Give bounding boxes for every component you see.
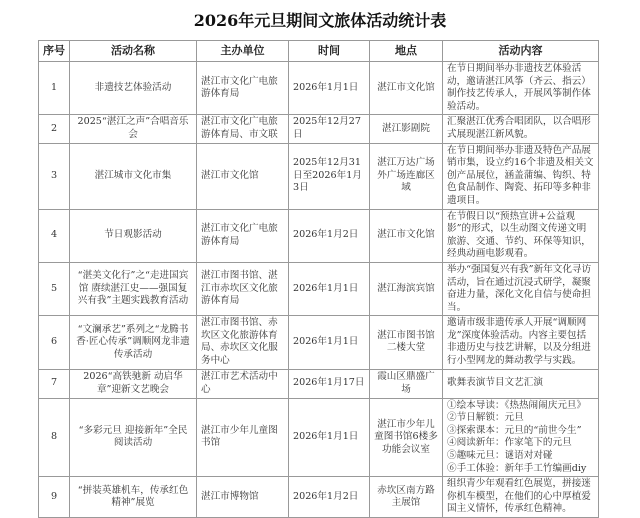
content-line: ④阅读新年：作家笔下的元旦 bbox=[447, 437, 572, 449]
activity-content: 在节假日以“预热宣讲+公益观影”的形式，以生动图文传递文明旅游、交通、节约、环保等知识，经典动画电影观看。 bbox=[443, 209, 599, 262]
content-line: ①绘本导读：《热热闹闹庆元旦》 bbox=[447, 399, 587, 411]
activity-content: 举办“强国复兴有我”新年文化寻访活动，旨在通过沉浸式研学，凝聚奋进力量，深化文化自信与使命担当。 bbox=[443, 262, 599, 315]
row-number: 2 bbox=[39, 115, 70, 143]
activity-place: 湛江市少年儿童图书馆6楼多功能会议室 bbox=[370, 398, 443, 477]
header-time: 时间 bbox=[289, 41, 370, 62]
header-org: 主办单位 bbox=[197, 41, 289, 62]
activity-name: “多彩元旦 迎接新年”全民阅读活动 bbox=[70, 398, 197, 477]
content-line: ②节日解锁：元旦 bbox=[447, 412, 524, 424]
activity-table bbox=[38, 40, 599, 518]
activity-time: 2025年12月27日 bbox=[289, 115, 370, 143]
row-number: 3 bbox=[39, 143, 70, 209]
table-row bbox=[39, 369, 599, 398]
organizer: 湛江市图书馆、赤坎区文化旅游体育局、赤坎区文化服务中心 bbox=[197, 316, 289, 369]
table-row bbox=[39, 143, 599, 209]
organizer: 湛江市文化广电旅游体育局 bbox=[197, 209, 289, 262]
header-no: 序号 bbox=[39, 41, 70, 62]
table-row bbox=[39, 477, 599, 518]
activity-content: 在节日期间举办非遗技艺体验活动，邀请湛江风筝（齐云、指云）制作技艺传承人，开展风筝制作体验活动。 bbox=[443, 62, 599, 115]
activity-content: 组织青少年观看红色展览，拼接迷你机车模型，在他们的心中厚植爱国主义情怀，传承红色精神。 bbox=[443, 477, 599, 518]
content-line: ⑤趣味元旦：谜语对对碰 bbox=[447, 450, 553, 462]
activity-place: 霞山区鼎盛广场 bbox=[370, 369, 443, 398]
activity-time: 2026年1月1日 bbox=[289, 262, 370, 315]
table-row bbox=[39, 62, 599, 115]
activity-place: 湛江影剧院 bbox=[370, 115, 443, 143]
activity-name: “湛美文化行”之“走进国宾馆 赓续湛江史——强国复兴有我”主题实践教育活动 bbox=[70, 262, 197, 315]
content-line: ③探索课本：元旦的“前世今生” bbox=[447, 424, 582, 436]
organizer: 湛江市博物馆 bbox=[197, 477, 289, 518]
activity-content: 歌舞表演节目文艺汇演 bbox=[443, 369, 599, 398]
activity-time: 2026年1月1日 bbox=[289, 62, 370, 115]
header-place: 地点 bbox=[370, 41, 443, 62]
activity-name: 非遗技艺体验活动 bbox=[70, 62, 197, 115]
activity-content: 在节日期间举办非遗及特色产品展销市集，设立约16个非遗及相关文创产品展位，涵盖蒲编、钩织、特色食品制作、陶瓷、拓印等多种非遗项目。 bbox=[443, 143, 599, 209]
activity-name: “拼装英雄机车，传承红色精神”展览 bbox=[70, 477, 197, 518]
header-name: 活动名称 bbox=[70, 41, 197, 62]
row-number: 4 bbox=[39, 209, 70, 262]
activity-place: 湛江市文化馆 bbox=[370, 62, 443, 115]
row-number: 1 bbox=[39, 62, 70, 115]
activity-place: 湛江万达广场外广场连廊区域 bbox=[370, 143, 443, 209]
activity-name: “文澜承艺”系列之“龙腾书香·匠心传承”调顺网龙非遗传承活动 bbox=[70, 316, 197, 369]
activity-content: 汇聚湛江优秀合唱团队，以合唱形式展现湛江新风貌。 bbox=[443, 115, 599, 143]
row-number: 6 bbox=[39, 316, 70, 369]
activity-time: 2026年1月1日 bbox=[289, 398, 370, 477]
table-row bbox=[39, 115, 599, 143]
activity-time: 2026年1月1日 bbox=[289, 316, 370, 369]
organizer: 湛江市文化广电旅游体育局、市文联 bbox=[197, 115, 289, 143]
row-number: 8 bbox=[39, 398, 70, 477]
row-number: 9 bbox=[39, 477, 70, 518]
activity-place: 湛江市文化馆 bbox=[370, 209, 443, 262]
activity-time: 2025年12月31日至2026年1月3日 bbox=[289, 143, 370, 209]
row-number: 5 bbox=[39, 262, 70, 315]
organizer: 湛江市艺术活动中心 bbox=[197, 369, 289, 398]
table-header-row bbox=[39, 41, 599, 62]
table-row bbox=[39, 209, 599, 262]
activity-name: 2026“高铁驰新 动启华章”迎新文艺晚会 bbox=[70, 369, 197, 398]
activity-time: 2026年1月17日 bbox=[289, 369, 370, 398]
organizer: 湛江市文化广电旅游体育局 bbox=[197, 62, 289, 115]
content-line: ⑥手工体验：新年手工竹编画diy bbox=[447, 462, 587, 474]
activity-content: 邀请市级非遗传承人开展“调顺网龙”深度体验活动。内容主要包括非遗历史与技艺讲解，以及分组进行小型网龙的舞动教学与实践。 bbox=[443, 316, 599, 369]
organizer: 湛江市文化馆 bbox=[197, 143, 289, 209]
row-number: 7 bbox=[39, 369, 70, 398]
table-row bbox=[39, 262, 599, 315]
organizer: 湛江市少年儿童图书馆 bbox=[197, 398, 289, 477]
activity-name: 2025“湛江之声”合唱音乐会 bbox=[70, 115, 197, 143]
activity-content bbox=[443, 398, 599, 477]
activity-time: 2026年1月2日 bbox=[289, 477, 370, 518]
organizer: 湛江市图书馆、湛江市赤坎区文化旅游体育局 bbox=[197, 262, 289, 315]
activity-place: 赤坎区南方路主展馆 bbox=[370, 477, 443, 518]
activity-place: 湛江市图书馆二楼大堂 bbox=[370, 316, 443, 369]
activity-name: 节日观影活动 bbox=[70, 209, 197, 262]
page-title: 2026年元旦期间文旅体活动统计表 bbox=[193, 11, 447, 30]
activity-name: 湛江城市文化市集 bbox=[70, 143, 197, 209]
activity-place: 湛江海滨宾馆 bbox=[370, 262, 443, 315]
table-row bbox=[39, 316, 599, 369]
activity-time: 2026年1月2日 bbox=[289, 209, 370, 262]
table-row bbox=[39, 398, 599, 477]
header-content: 活动内容 bbox=[443, 41, 599, 62]
